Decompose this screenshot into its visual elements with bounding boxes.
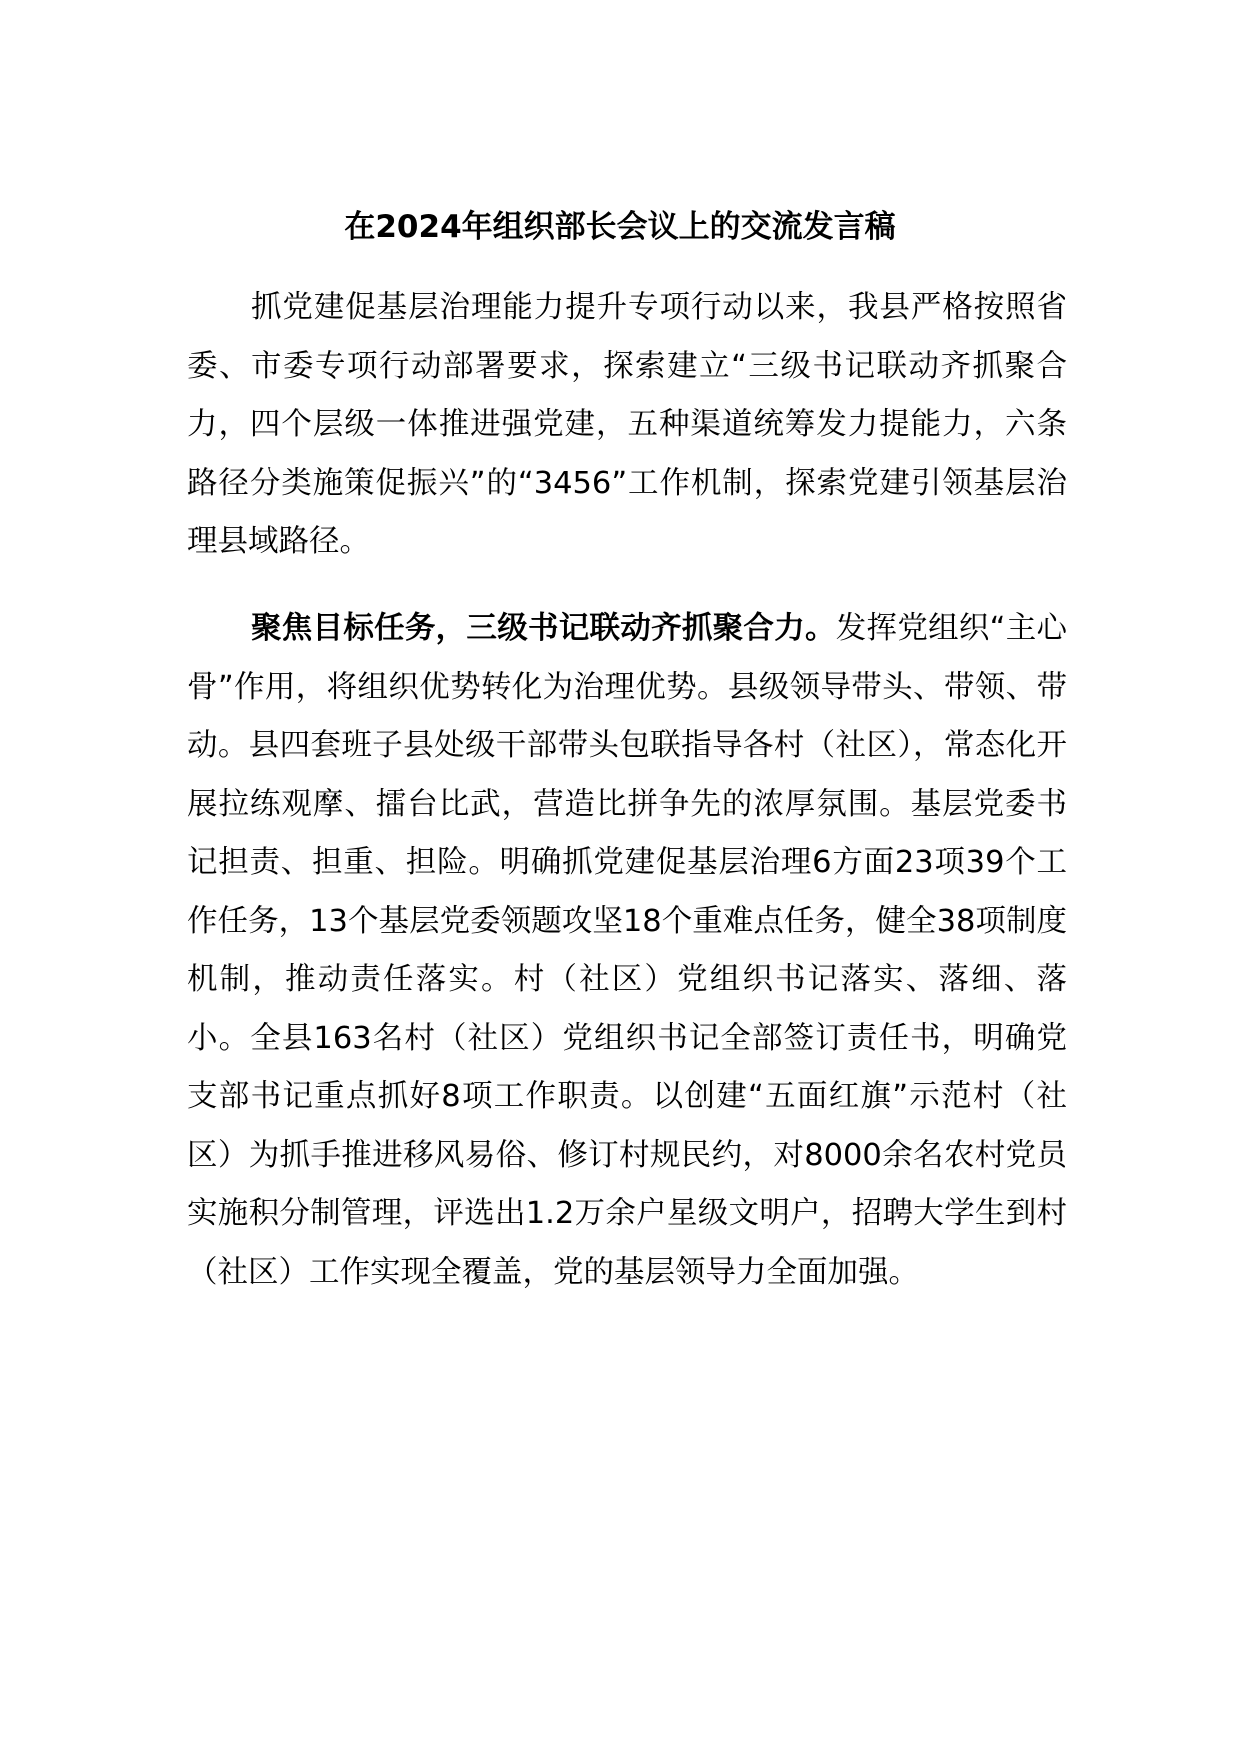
paragraph-lead: 聚焦目标任务，三级书记联动齐抓聚合力。 [251, 611, 836, 646]
paragraph-text: 抓党建促基层治理能力提升专项行动以来，我县严格按照省委、市委专项行动部署要求，探索建立“三级书记联动齐抓聚合力，四个层级一体推进强党建，五种渠道统筹发力提能力，六条路径分类施策促振兴”的“3456”工作机制，探索党建引领基层治理县域路径。 [187, 290, 1067, 559]
paragraph-section-1 [187, 600, 1067, 1302]
paragraph-intro [187, 279, 1067, 572]
paragraph-text: 发挥党组织“主心骨”作用，将组织优势转化为治理优势。县级领导带头、带领、带动。县四套班子县处级干部带头包联指导各村（社区），常态化开展拉练观摩、擂台比武，营造比拼争先的浓厚氛围。基层党委书记担责、担重、担险。明确抓党建促基层治理6方面23项39个工作任务，13个基层党委领题攻坚18个重难点任务，健全38项制度机制，推动责任落实。村（社区）党组织书记落实、落细、落小。全县163名村（社区）党组织书记全部签订责任书，明确党支部书记重点抓好8项工作职责。以创建“五面红旗”示范村（社区）为抓手推进移风易俗、修订村规民约，对8000余名农村党员实施积分制管理，评选出1.2万余户星级文明户，招聘大学生到村（社区）工作实现全覆盖，党的基层领导力全面加强。 [187, 611, 1068, 1290]
document-title: 在2024年组织部长会议上的交流发言稿 [344, 209, 896, 245]
